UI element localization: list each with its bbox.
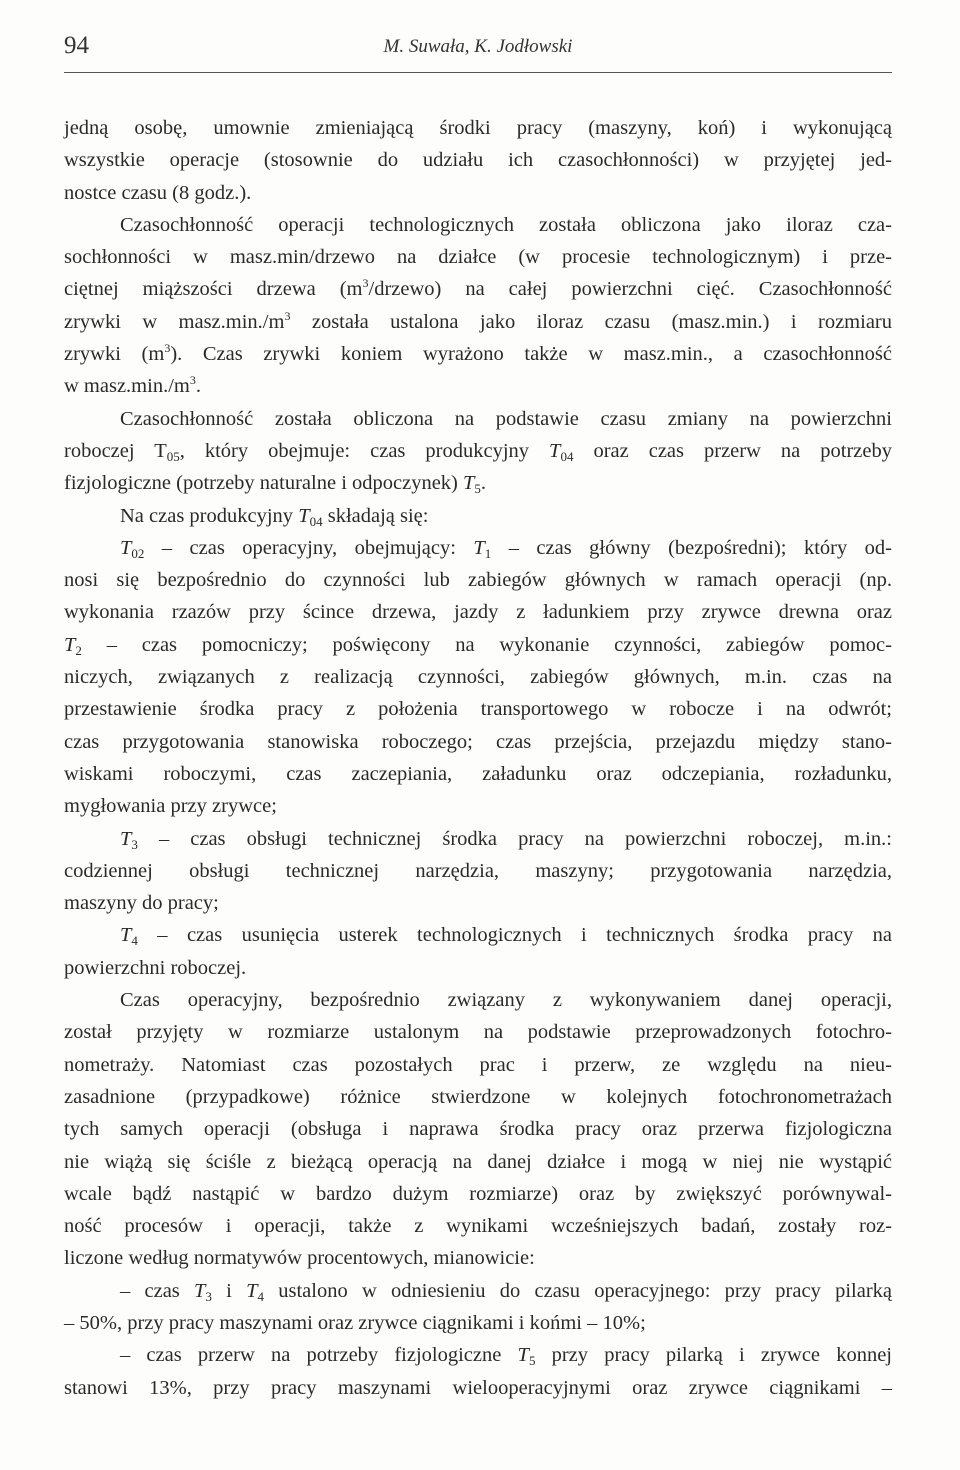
text-line: nie wiążą się ściśle z bieżącą operacją na danej działce i mogą w niej nie wystąpić — [64, 1150, 892, 1173]
text-line: $T_{02}$ – czas operacyjny, obejmujący: $T_1$ – czas główny (bezpośredni); który od- — [120, 536, 892, 561]
text-line: roboczej $T_{05}$, który obejmuje: czas produkcyjny $T_{04}$ oraz czas przerw na potrzeby — [64, 439, 892, 464]
text-line: przestawienie środka pracy z położenia transportowego w robocze i na odwrót; — [64, 698, 892, 721]
list-item-line: – czas $T_3$ i $T_4$ ustalono w odniesieniu do czasu operacyjnego: przy pracy pilarką — [120, 1279, 892, 1304]
text-line: codziennej obsługi technicznej narzędzia, maszyny; przygotowania narzędzia, — [64, 859, 892, 882]
running-head: M. Suwała, K. Jodłowski — [383, 36, 573, 57]
text-line: Na czas produkcyjny $T_{04}$ składają się: — [120, 504, 429, 529]
text-line: jedną osobę, umownie zmieniającą środki pracy (maszyny, koń) i wykonującą — [64, 117, 892, 139]
text-line: maszyny do pracy; — [64, 892, 219, 915]
text-line: wszystkie operacje (stosownie do udziału ich czasochłonności) w przyjętej jed- — [64, 149, 892, 172]
list-item-line: – czas przerw na potrzeby fizjologiczne $T_5$ przy pracy pilarką i zrywce konnej — [120, 1344, 892, 1369]
text-line: zrywki w $masz.\min./m^3$ została ustalona jako iloraz czasu (masz.min.) i rozmiaru — [64, 308, 892, 333]
text-line: $T_3$ – czas obsługi technicznej środka pracy na powierzchni roboczej, m.in.: — [120, 827, 892, 852]
text-line: mygłowania przy zrywce; — [64, 795, 277, 818]
text-line: Czasochłonność została obliczona na podstawie czasu zmiany na powierzchni — [120, 407, 892, 430]
text-line: zasadnione (przypadkowe) różnice stwierdzone w kolejnych fotochronometrażach — [64, 1085, 892, 1108]
text-line: sochłonności w masz.min/drzewo na działce (w procesie technologicznym) i prze- — [64, 246, 892, 269]
text-line: zrywki $(m^3)$. Czas zrywki koniem wyrażono także w masz.min., a czasochłonność — [64, 341, 892, 366]
text-line: fizjologiczne (potrzeby naturalne i odpoczynek) $T_5$. — [64, 472, 487, 497]
text-line: niczych, związanych z realizacją czynności, zabiegów głównych, m.in. czas na — [64, 666, 892, 689]
list-item-line: – 50%, przy pracy maszynami oraz zrywce ciągnikami i końmi – 10%; — [64, 1311, 646, 1334]
text-line: liczone według normatywów procentowych, mianowicie: — [64, 1247, 535, 1270]
text-line: tych samych operacji (obsługa i naprawa środka pracy oraz przerwa fizjologiczna — [64, 1118, 892, 1141]
text-line: nostce czasu (8 godz.). — [64, 181, 252, 204]
text-line: Czas operacyjny, bezpośrednio związany z wykonywaniem danej operacji, — [120, 989, 892, 1012]
text-line: ność procesów i operacji, także z wynikami wcześniejszych badań, zostały roz- — [64, 1215, 892, 1238]
body-text — [64, 112, 892, 1404]
page-number: 94 — [64, 32, 89, 59]
text-line: nosi się bezpośrednio do czynności lub zabiegów głównych w ramach operacji (np. — [64, 569, 892, 592]
text-line: wykonania rzazów przy ścince drzewa, jazdy z ładunkiem przy zrywce drewna oraz — [64, 601, 892, 624]
text-line: powierzchni roboczej. — [64, 956, 247, 979]
text-line: Czasochłonność operacji technologicznych została obliczona jako iloraz cza- — [120, 213, 892, 236]
text-line: wiskami roboczymi, czas zaczepiania, załadunku oraz odczepiania, rozładunku, — [64, 762, 892, 785]
text-line: czas przygotowania stanowiska roboczego; czas przejścia, przejazdu między stano- — [64, 730, 892, 753]
text-line: $T_4$ – czas usunięcia usterek technologicznych i technicznych środka pracy na — [120, 924, 892, 949]
text-line: ciętnej miąższości drzewa $(m^3/drzewo)$ na całej powierzchni cięć. Czasochłonność — [64, 276, 892, 301]
page-header — [64, 28, 892, 73]
text-line: został przyjęty w rozmiarze ustalonym na podstawie przeprowadzonych fotochro- — [64, 1021, 892, 1044]
text-line: wcale bądź nastąpić w bardzo dużym rozmiarze) oraz by zwiększyć porównywal- — [64, 1182, 892, 1205]
text-line: $T_2$ – czas pomocniczy; poświęcony na wykonanie czynności, zabiegów pomoc- — [64, 633, 892, 658]
list-item-line: stanowi 13%, przy pracy maszynami wielooperacyjnymi oraz zrywce ciągnikami – — [64, 1376, 892, 1399]
text-line: nometraży. Natomiast czas pozostałych prac i przerw, ze względu na nieu- — [64, 1053, 892, 1076]
text-line: w $masz.\min./m^3$. — [64, 373, 201, 398]
